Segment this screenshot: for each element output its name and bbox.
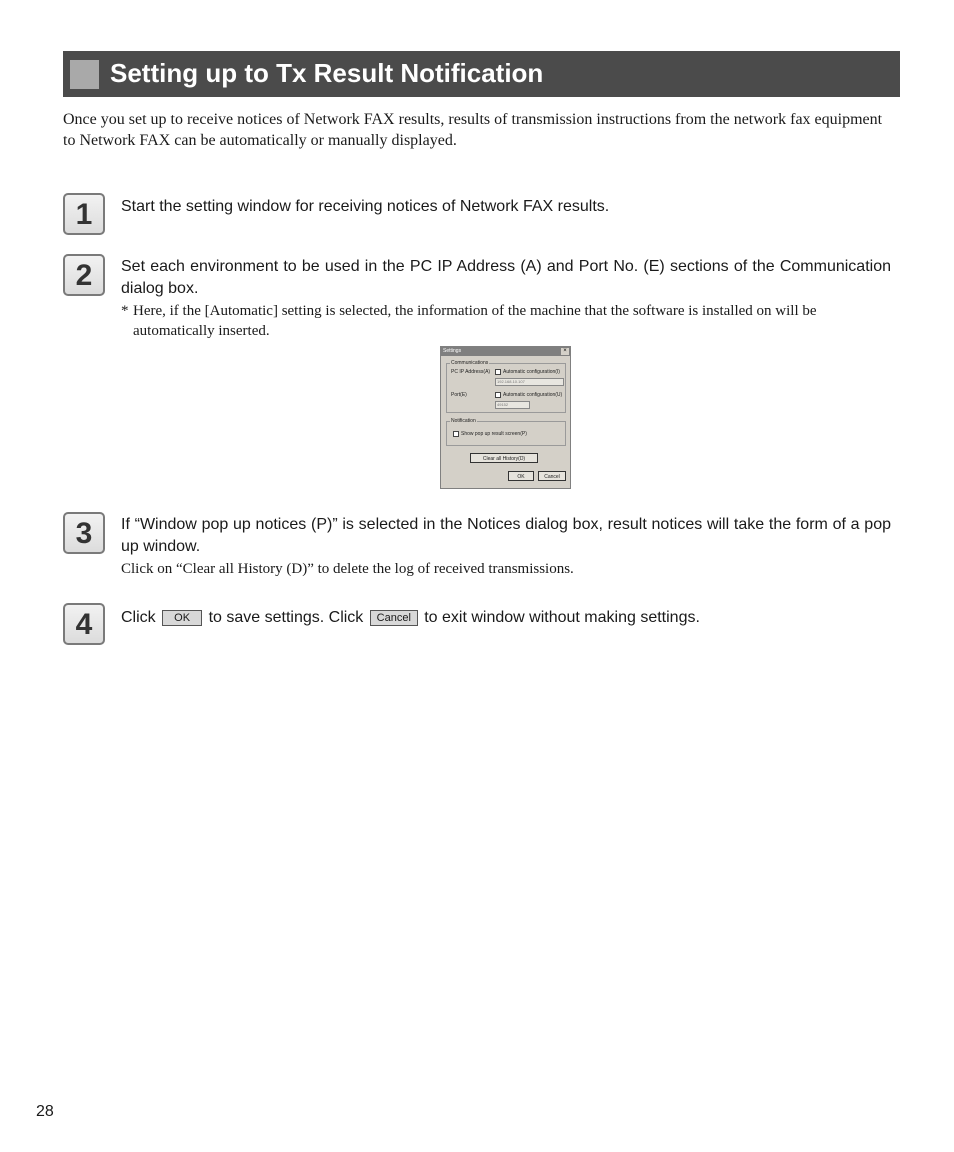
clear-history-button[interactable]: Clear all History(D) [470,453,538,463]
page-number: 28 [36,1103,54,1120]
ip-address-field[interactable]: 192.168.10.107 [495,378,564,386]
section-title-bar [63,51,900,97]
settings-dialog-screenshot [440,346,571,489]
title-square-icon [70,60,99,89]
step-3-text: If “Window pop up notices (P)” is selected in the Notices dialog box, result notices will take the form of a pop up window. [121,516,891,555]
pc-ip-label: PC IP Address(A) [451,369,491,375]
step-2-text: Set each environment to be used in the PC IP Address (A) and Port No. (E) sections of the Communication dialog box. [121,258,891,297]
step-4-number: 4 [63,603,105,645]
step-4-text [121,607,891,629]
dialog-ok-button[interactable]: OK [508,471,534,481]
show-popup-checkbox[interactable] [453,431,459,437]
auto-config-ip-label: Automatic configuration(I) [503,369,560,375]
port-label: Port(E) [451,392,467,398]
port-field[interactable]: 49152 [495,401,530,409]
note-asterisk: * [121,303,129,319]
step-2-note-text: Here, if the [Automatic] setting is selected, the information of the machine that the software is installed on will be automatically inserted. [133,303,817,339]
step-4-text-before: Click [121,609,156,626]
show-popup-label: Show pop up result screen(P) [461,431,527,437]
step-4-text-after: to exit window without making settings. [424,609,700,626]
dialog-cancel-button[interactable]: Cancel [538,471,566,481]
intro-paragraph: Once you set up to receive notices of Network FAX results, results of transmission instructions from the network fax equipment to Network FAX can be automatically or manually displayed. [63,111,883,149]
step-3-note: Click on “Clear all History (D)” to delete the log of received transmissions. [121,561,574,577]
dialog-titlebar [441,347,570,356]
auto-config-port-checkbox[interactable] [495,392,501,398]
cancel-button-illustration: Cancel [370,610,418,626]
step-2-note [121,301,891,341]
page-title: Setting up to Tx Result Notification [110,58,544,88]
notification-label: Notification [451,418,476,424]
step-1-number: 1 [63,193,105,235]
close-icon[interactable]: × [561,348,569,355]
auto-config-ip-checkbox[interactable] [495,369,501,375]
step-1-text: Start the setting window for receiving notices of Network FAX results. [121,198,610,215]
communications-label: Communications [451,360,489,366]
step-4-text-middle: to save settings. Click [208,609,364,626]
auto-config-port-label: Automatic configuration(U) [503,392,563,398]
step-3-number: 3 [63,512,105,554]
ok-button-illustration: OK [162,610,202,626]
dialog-title: Settings [443,348,462,354]
step-2-number: 2 [63,254,105,296]
